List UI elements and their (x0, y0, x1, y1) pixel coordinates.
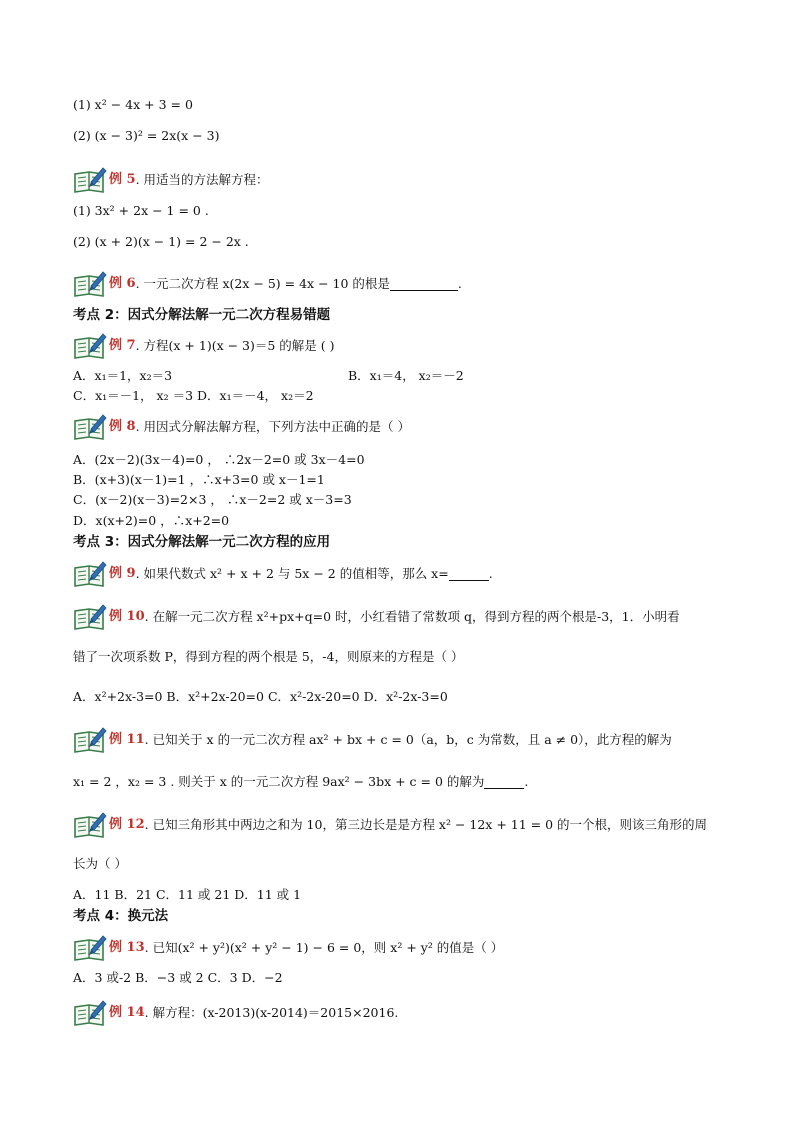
ex8-option-d: D．x(x+2)=0 ，∴x+2=0 (73, 513, 230, 528)
answer-blank[interactable] (449, 568, 489, 581)
example-text: . 用因式分解法解方程，下列方法中正确的是（ ） (135, 419, 410, 434)
ex8-option-a: A．(2x－2)(3x－4)=0 ， ∴2x－2=0 或 3x－4=0 (73, 452, 365, 467)
example-text: . 已知三角形其中两边之和为 10，第三边长是是方程 x² − 12x + 11 = 0 的一个根，则该三角形的周 (144, 817, 708, 832)
answer-blank[interactable] (484, 776, 524, 789)
example-label: 例 13 (109, 940, 145, 955)
ex8-option-c: C．(x－2)(x－3)=2×3 ， ∴x－2=2 或 x－3=3 (73, 492, 352, 507)
ex13-options: A．3 或-2 B．−3 或 2 C．3 D．−2 (73, 970, 283, 985)
ex10-continued: 错了一次项系数 P，得到方程的两个根是 5，-4，则原来的方程是（ ） (73, 649, 464, 664)
example-8 (73, 413, 410, 441)
example-text: x₁ = 2 ，x₂ = 3 . 则关于 x 的一元二次方程 9ax² − 3bx + c = 0 的解为 (73, 774, 485, 789)
example-label: 例 7 (109, 338, 136, 353)
example-text: . 如果代数式 x² + x + 2 与 5x − 2 的值相等，那么 x= (135, 566, 449, 581)
section-heading-2: 考点 2：因式分解法解一元二次方程易错题 (73, 307, 331, 323)
example-text: . 方程(x + 1)(x − 3)＝5 的解是 ( ) (135, 338, 335, 353)
book-pen-icon (73, 413, 107, 441)
ex11-continued (73, 773, 528, 791)
example-label: 例 9 (109, 566, 136, 581)
ex4-part2: (2) (x − 3)² = 2x(x − 3) (73, 128, 220, 143)
example-end: . (488, 566, 493, 581)
example-7 (73, 332, 335, 360)
example-11 (73, 726, 672, 754)
example-14 (73, 999, 398, 1027)
ex8-option-b: B．(x+3)(x－1)=1 ，∴x+3=0 或 x－1=1 (73, 472, 325, 487)
example-10 (73, 603, 680, 631)
book-pen-icon (73, 999, 107, 1027)
example-5 (73, 166, 269, 194)
example-label: 例 10 (109, 609, 145, 624)
example-label: 例 14 (109, 1005, 145, 1020)
example-label: 例 6 (109, 276, 136, 291)
example-text: . 在解一元二次方程 x²+px+q=0 时，小红看错了常数项 q，得到方程的两个根是-3，1．小明看 (144, 609, 680, 624)
example-text: . 已知关于 x 的一元二次方程 ax² + bx + c = 0（a，b，c 为常数，且 a ≠ 0），此方程的解为 (144, 732, 672, 747)
example-label: 例 5 (109, 172, 136, 187)
book-pen-icon (73, 934, 107, 962)
book-pen-icon (73, 726, 107, 754)
book-pen-icon (73, 166, 107, 194)
example-label: 例 12 (109, 817, 145, 832)
ex12-options: A．11 B．21 C．11 或 21 D．11 或 1 (73, 887, 302, 902)
ex5-part1: (1) 3x² + 2x − 1 = 0 . (73, 203, 209, 218)
example-text: . 一元二次方程 x(2x − 5) = 4x − 10 的根是 (135, 276, 390, 291)
book-pen-icon (73, 270, 107, 298)
example-9 (73, 560, 493, 588)
ex7-option-b: B．x₁＝4， x₂＝－2 (348, 368, 464, 383)
book-pen-icon (73, 332, 107, 360)
example-text: . 用适当的方法解方程： (135, 172, 269, 187)
ex7-option-cd: C．x₁＝－1， x₂ ＝3 D．x₁＝－4， x₂＝2 (73, 388, 314, 403)
ex5-part2: (2) (x + 2)(x − 1) = 2 − 2x . (73, 234, 249, 249)
ex12-continued: 长为（ ） (73, 856, 127, 871)
section-heading-4: 考点 4：换元法 (73, 908, 169, 924)
example-label: 例 11 (109, 732, 145, 747)
ex4-part1: (1) x² − 4x + 3 = 0 (73, 97, 193, 112)
ex10-options: A．x²+2x-3=0 B．x²+2x-20=0 C．x²-2x-20=0 D．x²-2x-3=0 (73, 689, 448, 704)
example-6 (73, 270, 462, 298)
ex7-option-a: A．x₁＝1，x₂＝3 (73, 368, 173, 383)
example-label: 例 8 (109, 419, 136, 434)
example-text: . 解方程：(x-2013)(x-2014)＝2015×2016. (144, 1005, 399, 1020)
book-pen-icon (73, 603, 107, 631)
example-text: . 已知(x² + y²)(x² + y² − 1) − 6 = 0，则 x² + y² 的值是（ ） (144, 940, 504, 955)
example-13 (73, 934, 503, 962)
example-end: . (524, 774, 529, 789)
example-12 (73, 811, 707, 839)
example-end: . (457, 276, 462, 291)
answer-blank[interactable] (390, 278, 458, 291)
book-pen-icon (73, 811, 107, 839)
book-pen-icon (73, 560, 107, 588)
section-heading-3: 考点 3：因式分解法解一元二次方程的应用 (73, 534, 331, 550)
